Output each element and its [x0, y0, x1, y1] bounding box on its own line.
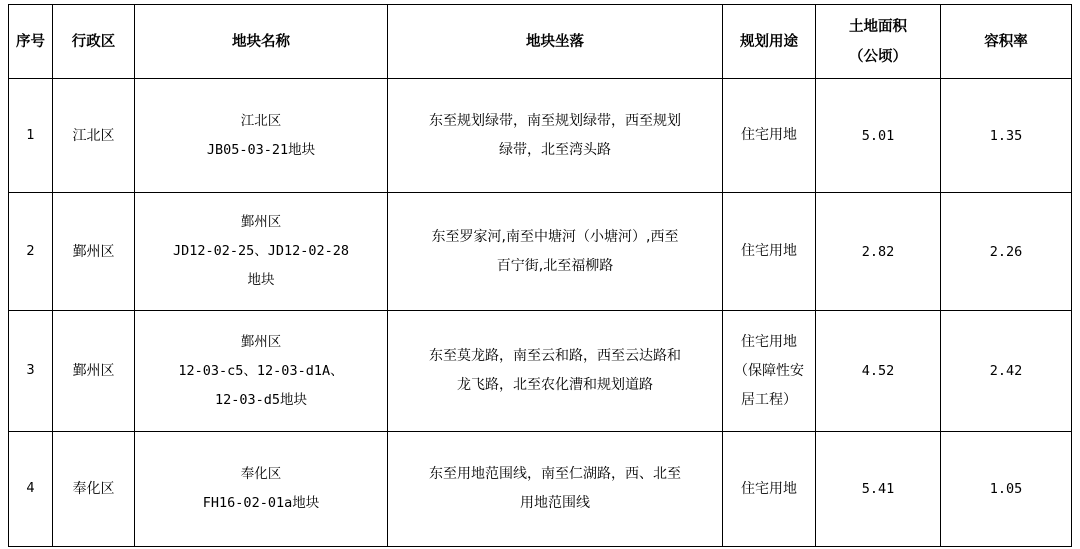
cell-plot-name-line: FH16-02-01a地块 [202, 495, 320, 511]
cell-usage-line: 住宅用地 [741, 333, 797, 350]
cell-usage [723, 193, 816, 311]
cell-usage-line: （保障性安 [734, 362, 804, 379]
cell-far: 2.42 [941, 311, 1072, 432]
cell-location [388, 311, 723, 432]
cell-location-line: 东至规划绿带，南至规划绿带，西至规划 [429, 112, 681, 129]
cell-area: 5.01 [816, 79, 941, 193]
cell-usage-line: 居工程） [741, 391, 797, 408]
cell-plot-name [135, 193, 388, 311]
cell-plot-name-line: 江北区 [240, 112, 282, 129]
cell-location-line: 东至罗家河,南至中塘河（小塘河）,西至 [431, 228, 679, 245]
cell-index: 1 [9, 79, 53, 193]
header-usage: 规划用途 [723, 5, 816, 79]
cell-location [388, 432, 723, 547]
cell-plot-name-line: JD12-02-25、JD12-02-28 [172, 243, 350, 259]
cell-usage [723, 79, 816, 193]
cell-location-line: 东至莫龙路，南至云和路，西至云达路和 [429, 348, 681, 364]
table-row [9, 193, 1072, 311]
cell-district: 鄞州区 [53, 311, 135, 432]
header-plot-name: 地块名称 [135, 5, 388, 79]
cell-plot-name-line: 12-03-d5地块 [214, 391, 308, 408]
table-body [9, 79, 1072, 547]
cell-location-line: 百宁街,北至福柳路 [496, 257, 614, 274]
cell-area: 5.41 [816, 432, 941, 547]
header-district: 行政区 [53, 5, 135, 79]
header-index: 序号 [9, 5, 53, 79]
table-row [9, 311, 1072, 432]
cell-far: 1.05 [941, 432, 1072, 547]
cell-plot-name [135, 311, 388, 432]
cell-plot-name [135, 432, 388, 547]
cell-far: 1.35 [941, 79, 1072, 193]
cell-plot-name-line: 奉化区 [240, 466, 282, 482]
header-area-line2: （公顷） [849, 48, 907, 65]
cell-index: 2 [9, 193, 53, 311]
cell-plot-name-line: JB05-03-21地块 [206, 141, 316, 158]
cell-usage-line: 住宅用地 [741, 480, 797, 497]
cell-usage [723, 311, 816, 432]
cell-location-line: 绿带，北至湾头路 [499, 141, 611, 158]
cell-plot-name-line: 鄞州区 [240, 333, 282, 350]
cell-index: 3 [9, 311, 53, 432]
cell-district: 江北区 [53, 79, 135, 193]
cell-usage [723, 432, 816, 547]
cell-usage-line: 住宅用地 [741, 243, 797, 259]
cell-plot-name-line: 地块 [247, 272, 275, 288]
cell-location-line: 东至用地范围线，南至仁湖路，西、北至 [429, 466, 681, 482]
cell-district: 鄞州区 [53, 193, 135, 311]
header-area [816, 5, 941, 79]
cell-plot-name-line: 12-03-c5、12-03-d1A、 [178, 362, 344, 379]
table-row [9, 432, 1072, 547]
land-plots-table [8, 4, 1072, 547]
cell-index: 4 [9, 432, 53, 547]
cell-usage-line: 住宅用地 [741, 127, 797, 143]
header-location: 地块坐落 [388, 5, 723, 79]
cell-far: 2.26 [941, 193, 1072, 311]
cell-location-line: 龙飞路，北至农化漕和规划道路 [457, 377, 653, 393]
cell-area: 2.82 [816, 193, 941, 311]
cell-location-line: 用地范围线 [520, 495, 590, 511]
header-far: 容积率 [941, 5, 1072, 79]
cell-plot-name-line: 鄞州区 [240, 214, 282, 230]
cell-plot-name [135, 79, 388, 193]
cell-location [388, 193, 723, 311]
cell-district: 奉化区 [53, 432, 135, 547]
cell-location [388, 79, 723, 193]
header-row [9, 5, 1072, 79]
header-area-line1: 土地面积 [849, 18, 907, 35]
table-row [9, 79, 1072, 193]
cell-area: 4.52 [816, 311, 941, 432]
